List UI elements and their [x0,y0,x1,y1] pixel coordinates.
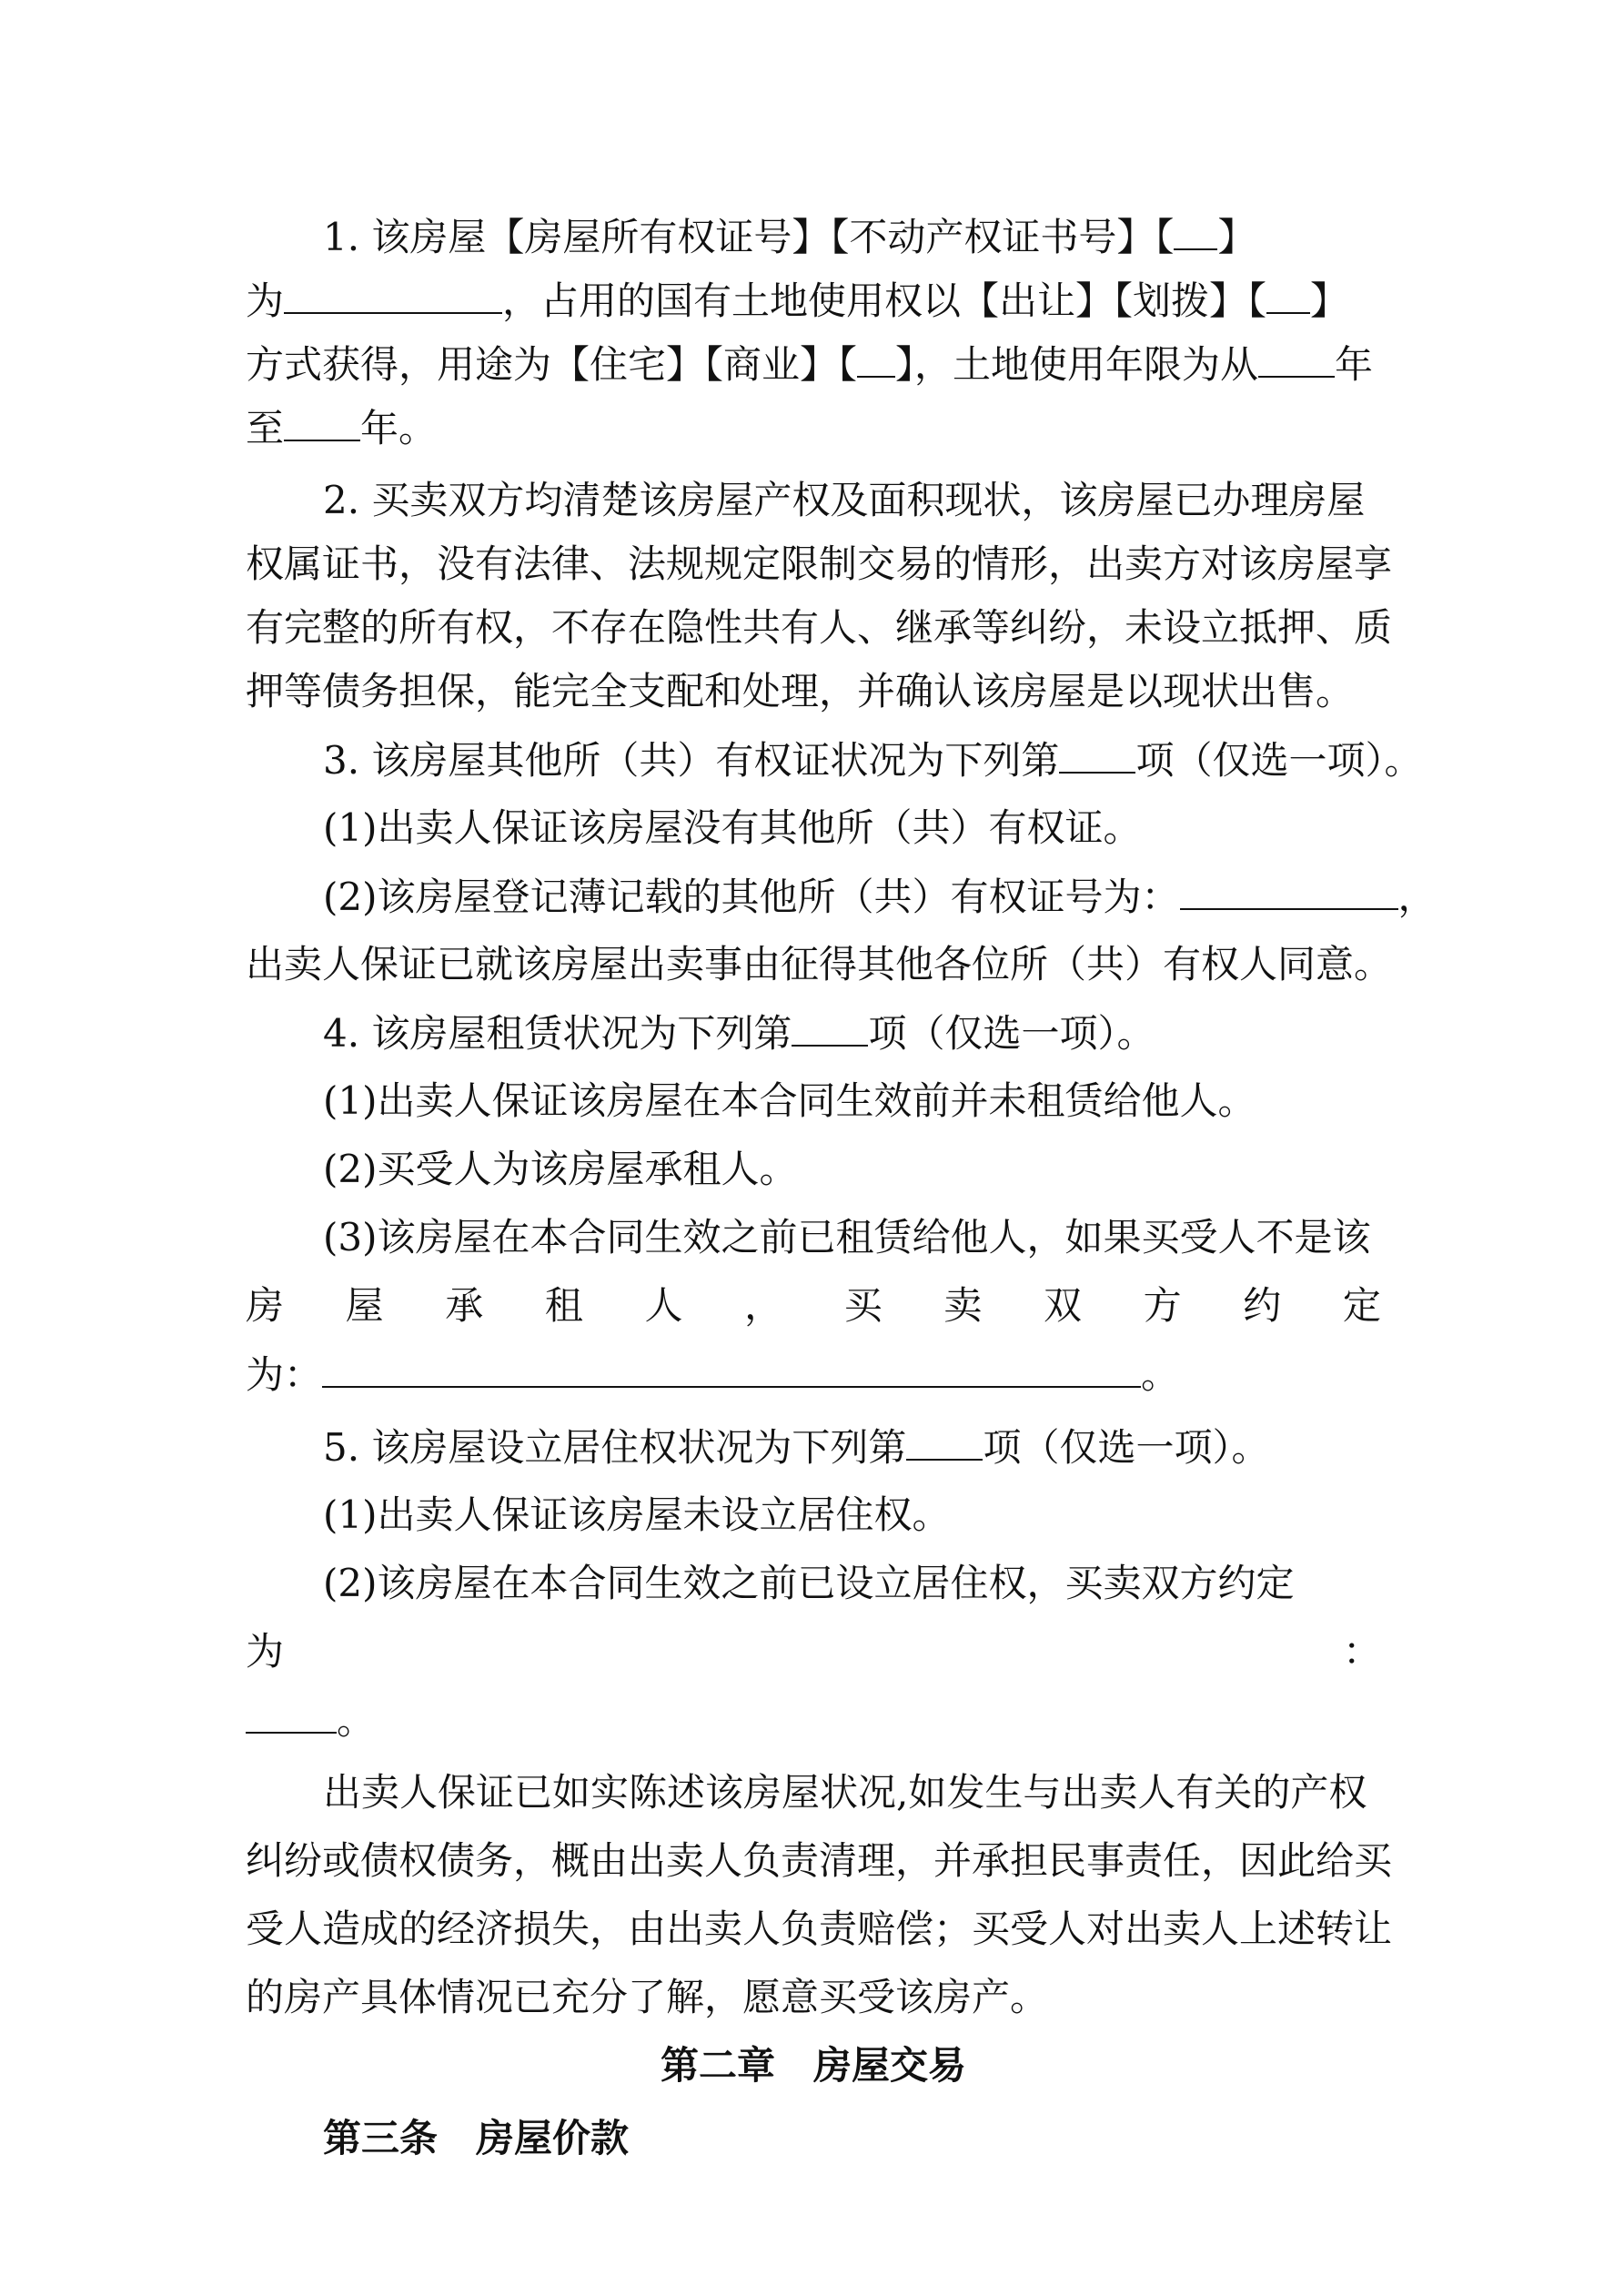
co-ownership-number-blank[interactable] [1180,865,1398,910]
text: 4. 该房屋租赁状况为下列第 [323,1011,792,1056]
guarantee-line-4 [246,1966,1381,2029]
guarantee-line-1 [323,1761,1381,1825]
blank-field[interactable] [1174,205,1217,250]
clause-3-line-1 [323,728,1423,792]
clause-1-line-4 [246,396,1381,460]
item-choice-blank[interactable] [792,1001,868,1047]
clause-3-option-2-line-1 [323,865,1437,928]
text: 】，土地使用年限为从 [895,342,1259,387]
text: 项（仅选一项）。 [1135,738,1423,783]
agreement-blank[interactable] [322,1342,1141,1388]
text: (2)买受人为该房屋承租人。 [323,1147,798,1191]
text: 方式获得，用途为【住宅】【商业】【 [246,342,858,387]
text: ， [1397,875,1437,919]
clause-4-option-3-line-1 [323,1206,1381,1269]
text: 项（仅选一项）。 [983,1425,1270,1470]
bracket-close: 】 [1310,278,1349,323]
blank-field[interactable] [857,332,895,378]
text: 受人造成的经济损失，由出卖人负责赔偿；买受人对出卖人上述转让 [246,1907,1393,1951]
bracket-close: 】 [1217,215,1256,259]
clause-3-option-1 [323,796,1381,860]
text: 权属证书，没有法律、法规规定限制交易的情形，出卖方对该房屋享 [246,541,1393,586]
end-year-blank[interactable] [284,396,360,441]
clause-4-option-1 [323,1069,1381,1133]
clause-5-option-1 [323,1483,1381,1547]
text: 出卖人保证已如实陈述该房屋状况,如发生与出卖人有关的产权 [323,1770,1367,1815]
guarantee-line-2 [246,1829,1393,1893]
clause-1-line-2 [246,268,1381,332]
text: 项（仅选一项）。 [868,1011,1155,1056]
text: (1)出卖人保证该房屋未设立居住权。 [323,1492,951,1537]
residence-right-blank[interactable] [246,1688,337,1734]
clause-2-line-1 [323,469,1381,532]
clause-5-line-1 [323,1415,1381,1479]
text: ，占用的国有土地使用权以【出让】【划拨】【 [502,278,1267,323]
text: 5. 该房屋设立居住权状况为下列第 [323,1425,907,1470]
text: 出卖人保证已就该房屋出卖事由征得其他各位所（共）有权人同意。 [246,942,1393,986]
text: 年。 [360,406,438,450]
text: 押等债务担保，能完全支配和处理，并确认该房屋是以现状出售。 [246,669,1355,713]
clause-2-line-2 [246,532,1393,596]
clause-5-option-2-line-2 [246,1620,1381,1684]
text: 为： [246,1352,323,1397]
article-title: 第三条 房屋价款 [323,2116,630,2160]
text: 至 [246,406,285,450]
clause-3-option-2-line-2 [246,933,1393,996]
item-choice-blank[interactable] [906,1415,983,1461]
blank-field[interactable] [1266,268,1310,314]
text: 年 [1335,342,1374,387]
clause-4-line-1 [323,1001,1381,1065]
clause-1-text: 1. 该房屋【房屋所有权证号】【不动产权证书号】【 [323,215,1175,259]
clause-5-option-2-line-3 [246,1688,1381,1752]
text: (1)出卖人保证该房屋没有其他所（共）有权证。 [323,805,1142,850]
text: (2)该房屋登记薄记载的其他所（共）有权证号为： [323,875,1180,919]
clause-2-line-3 [246,596,1393,660]
item-choice-blank[interactable] [1059,728,1135,774]
text: 为 [246,278,285,323]
guarantee-line-3 [246,1897,1393,1961]
clause-4-option-2 [323,1138,1381,1201]
text: 。 [337,1698,376,1743]
clause-2-line-4 [246,660,1381,723]
text: (2)该房屋在本合同生效之前已设立居住权，买卖双方约定 [323,1561,1295,1605]
text: 2. 买卖双方均清楚该房屋产权及面积现状，该房屋已办理房屋 [323,478,1366,522]
text: 3. 该房屋其他所（共）有权证状况为下列第 [323,738,1060,783]
text: 有完整的所有权，不存在隐性共有人、继承等纠纷，未设立抵押、质 [246,605,1393,650]
text: ： [1342,1629,1381,1674]
text: (1)出卖人保证该房屋在本合同生效前并未租赁给他人。 [323,1078,1256,1123]
clause-4-option-3-line-2: 房 屋 承 租 人 ， 买 卖 双 方 约 定 [246,1283,1381,1328]
clause-5-option-2-line-1 [323,1552,1381,1615]
text: (3)该房屋在本合同生效之前已租赁给他人，如果买受人不是该 [323,1215,1371,1259]
clause-4-option-3-line-3 [246,1342,1381,1406]
start-year-blank[interactable] [1258,332,1335,378]
text: 的房产具体情况已充分了解，愿意买受该房产。 [246,1975,1049,2019]
clause-1-line-1 [323,205,1381,268]
text: 纠纷或债权债务，概由出卖人负责清理，并承担民事责任，因此给买 [246,1838,1393,1883]
chapter-title: 第二章 房屋交易 [660,2043,966,2088]
text: 为 [246,1629,285,1674]
text: 。 [1141,1352,1180,1397]
certificate-number-blank[interactable] [284,268,502,314]
clause-1-line-3 [246,332,1381,396]
